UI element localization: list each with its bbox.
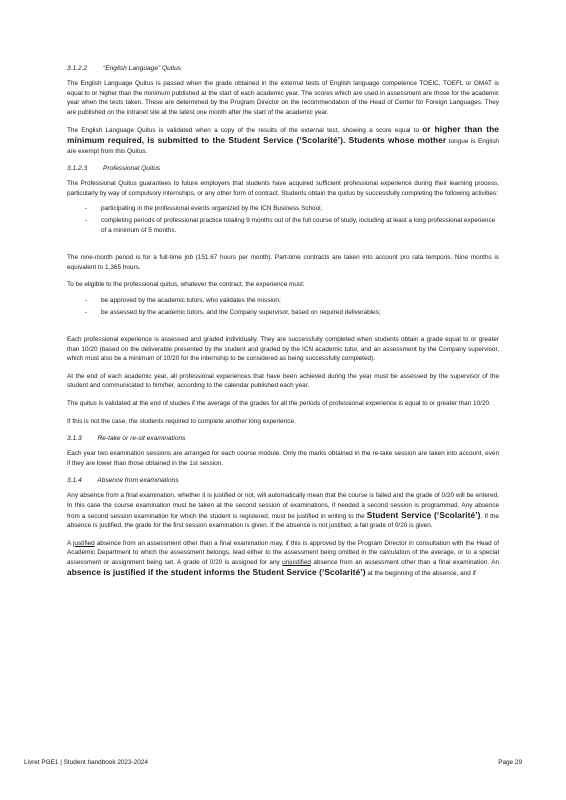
list-item: - completing periods of professional practice totaling 9 months out of the full course of study, including at least a long professional experience of a minimum of 5 months. xyxy=(85,216,496,234)
section-heading-absence xyxy=(67,476,499,485)
bullet-dash: - xyxy=(85,205,88,213)
list-item: - participating in the professional events organized by the ICN Business School, xyxy=(85,205,323,213)
section-heading-professional-quitus xyxy=(67,164,499,173)
professional-quitus-paragraph-2: The nine-month period is for a full-time job (151.67 hours per month). Part-time contracts are taken into account pro rata temporis. Nine months is equivalent to 1,365 hours. xyxy=(67,254,499,271)
professional-activities-list xyxy=(67,204,499,235)
unjustified-underlined: unjustified xyxy=(282,559,311,566)
footer-page-number: Page 29 xyxy=(498,759,522,766)
bullet-dash: - xyxy=(85,296,88,304)
section-number: 3.1.3 xyxy=(67,435,82,443)
absence-paragraph-2: A justified absence from an assessment other than a final examination may, if this is approved by the Program Director in consultation with the Head of Academic Department to which the assessment belongs, lead either to the assessment being omitted in the calculation of the average, or to a special assessment or assignment being set. A grade of 0/20 is assigned for any unjustified absence from an assessment other than a final examination. An absence is justified if the student informs the Student Service (‘Scolarité’) at the beginning of the absence, and if xyxy=(67,539,500,577)
student-service-emphasis: Student Service (‘Scolarité’) xyxy=(366,509,481,520)
professional-quitus-paragraph-1: The Professional Quitus guarantees to future employers that students have acquired sufficient professional experience during their learning process, particularly by way of compulsory internships, or any other form of contract. Students obtain the quitus by successfully completing the following activities: xyxy=(67,180,499,197)
absence-justified-emphasis: absence is justified if the student informs the Student Service (‘Scolarité’) xyxy=(67,566,366,577)
professional-quitus-paragraph-7: If this is not the case, the students required to complete another long experience. xyxy=(67,417,296,425)
list-item: - be approved by the academic tutors, who validates the mission; xyxy=(85,296,281,304)
retake-paragraph-1: Each year two examination sessions are arranged for each course module. Only the marks obtained in the re-take session are taken into account, even if they are lower than those obtained in the 1st session. xyxy=(67,450,499,467)
section-heading-retake xyxy=(67,434,499,443)
english-quitus-paragraph-1: The English Language Quitus is passed when the grade obtained in the external tests of English language competence TOEIC, TOEFL or GMAT is equal to or higher than the minimum published at the start of each academic year. The scores which are used in assessment are those for the academic year when the tests taken. These are determined by the Program Director on the recommendation of the Head of Center for Foreign Languages. They are published on the intranet site at the latest one month after the start of the academic year. xyxy=(67,80,499,116)
section-title: “English Language” Quitus xyxy=(103,65,182,72)
section-title: Re-take or re-sit examinations xyxy=(97,435,186,443)
justified-underlined: justified xyxy=(72,539,95,547)
section-number: 3.1.2.2 xyxy=(67,65,88,72)
bullet-dash: - xyxy=(85,216,88,224)
list-item: - be assessed by the academic tutors, and the Company supervisor, based on required deliverables; xyxy=(85,308,381,316)
professional-quitus-paragraph-3: To be eligible to the professional quitus, whatever the contract, the experience must: xyxy=(67,281,305,289)
english-quitus-p2-start: The English Language Quitus is validated when a copy of the results of the external test, showing a score equal to xyxy=(67,127,419,135)
absence-paragraph-1: Any absence from a final examination, whether it is justified or not, will automatically mean that the course is failed and the grade of 0/20 will be entered. In this case the course examination must be taken at the second session of examinations, if needed a second session is programmed. Any absence from a second session examination for which the student is registered, must be justified in writing to the Student Service (‘Scolarité’). If the absence is justified, the grade for the first session examination is given. If the absence is not justified, a fail grade of 0/20 is given. xyxy=(67,492,499,530)
eligibility-list xyxy=(67,296,499,317)
professional-quitus-paragraph-4: Each professional experience is assessed and graded individually. They are successfully completed when students obtain a grade equal to or greater than 10/20 (based on the deliverable presented by the student and graded by the ICN academic tutor, and an assessment by the Company supervisor, which must also be a minimum of 10/20 for the internship to be considered as being successfully completed). xyxy=(67,336,499,363)
english-quitus-p2-end: tongue is English are exempt from this Quitus. xyxy=(67,137,499,155)
document-page xyxy=(67,64,499,586)
bullet-dash: - xyxy=(85,308,88,316)
section-title: Professional Quitus xyxy=(103,165,161,173)
section-heading-english-quitus xyxy=(67,64,499,73)
professional-quitus-paragraph-6: The quitus is validated at the end of studies if the average of the grades for all the periods of professional experience is equal to or greater than 10/20. xyxy=(67,400,491,408)
section-number: 3.1.2.3 xyxy=(67,165,88,173)
footer-handbook-title: Livret PGE1 | Student handbook 2023-2024 xyxy=(24,759,148,766)
section-title: Absence from examinations xyxy=(97,477,179,485)
section-number: 3.1.4 xyxy=(67,477,82,485)
english-quitus-paragraph-2 xyxy=(67,125,499,156)
english-quitus-p2-emphasis: or higher than the minimum required, is submitted to the Student Service (‘Scolarité’). Students whose mother xyxy=(67,124,499,145)
professional-quitus-paragraph-5: At the end of each academic year, all professional experiences that have been achieved during the year must be assessed by the supervisor of the student and communicated to him/her, according to the calendar published each year. xyxy=(67,372,499,390)
